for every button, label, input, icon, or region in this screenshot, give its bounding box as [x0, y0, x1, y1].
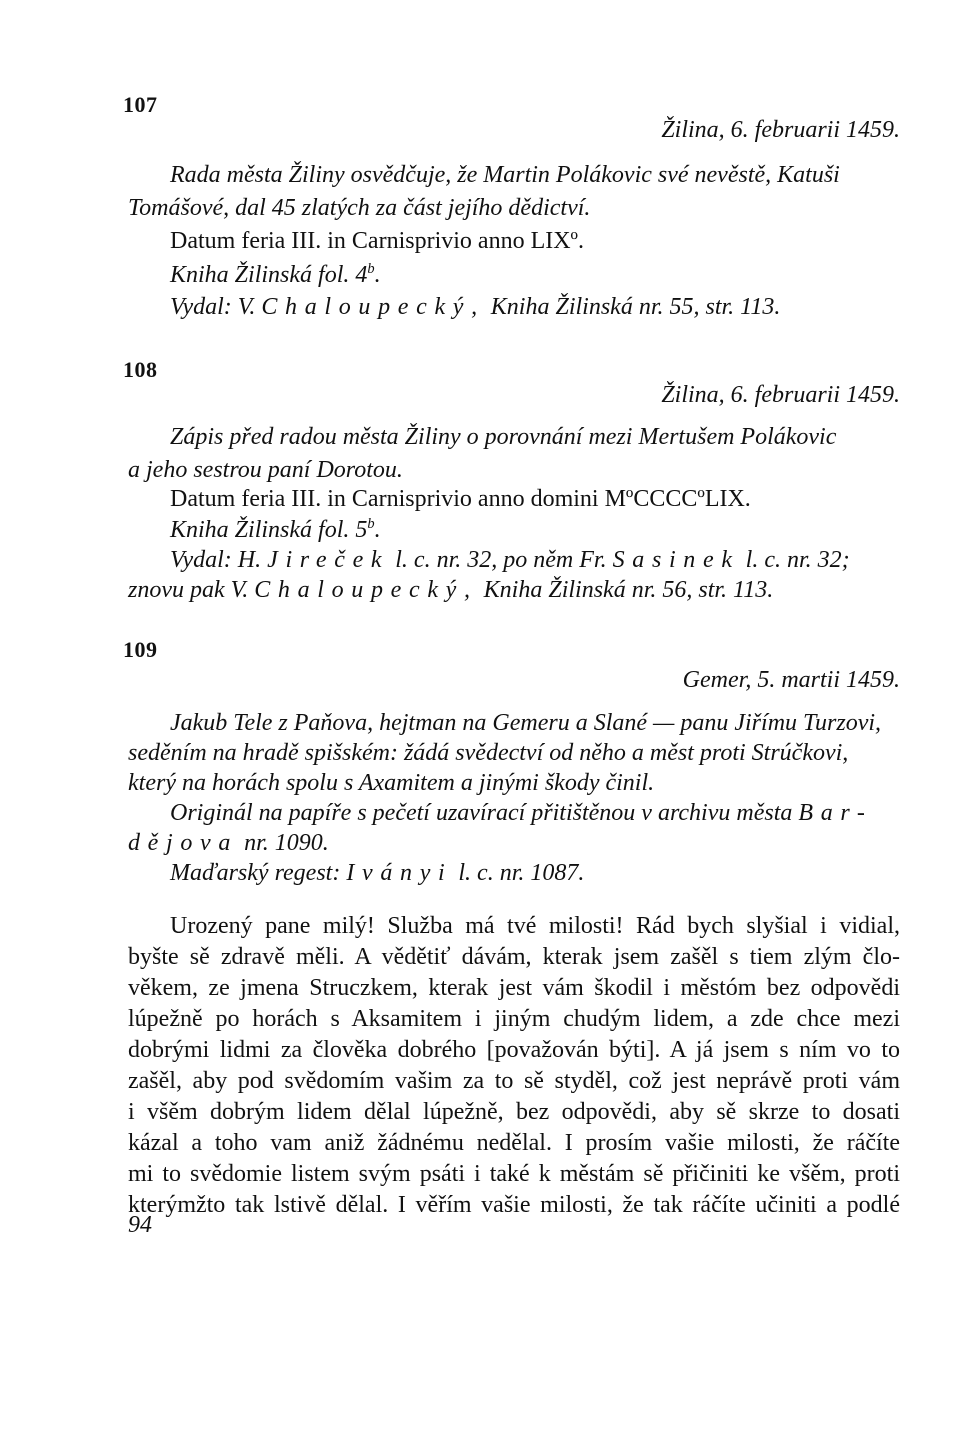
edition-rest: l. c. nr. 32; — [745, 547, 850, 573]
original-text: Originál na papíře s pečetí uzavírací přitištěnou v archivu města — [170, 800, 793, 826]
datum-line: Datum feria III. in Carnisprivio anno LIXº. — [170, 228, 584, 254]
text-line: dobrými lidmi za člověka dobrého [považován býti]. A já jsem s ním vo to — [128, 1037, 900, 1063]
text-line: zašěl, aby pod svědomím vašim za to sě styděl, což jest neprávě proti vám — [128, 1068, 900, 1094]
regest-rest: l. c. nr. 1087. — [458, 860, 585, 886]
edition-prefix: znovu pak V. — [128, 577, 249, 603]
edition-prefix: Vydal: H. — [170, 547, 262, 573]
document-number: 107 — [123, 92, 158, 117]
edition-prefix: Vydal: V. — [170, 294, 256, 320]
edition-rest: Kniha Žilinská nr. 56, str. 113. — [483, 577, 774, 603]
edition-line — [170, 294, 780, 321]
text-line: byšte sě zdravě měli. A vědětiť dávám, kterak jsem zašěl s tiem zlým člo- — [128, 944, 900, 970]
text-line: mi to svědomie listem svým psáti i také k městám sě přičiniti ke všěm, proti — [128, 1161, 900, 1187]
edition-mid: l. c. nr. 32, po něm Fr. — [395, 547, 607, 573]
summary-line: Jakub Tele z Paňova, hejtman na Gemeru a Slané — panu Jiřímu Turzovi, — [170, 710, 882, 736]
place-date: Gemer, 5. martii 1459. — [682, 667, 900, 693]
place-date: Žilina, 6. februarii 1459. — [661, 382, 900, 408]
page-number: 94 — [128, 1212, 152, 1238]
summary-line: který na horách spolu s Axamitem a jinými škody činil. — [128, 770, 655, 796]
summary-line: a jeho sestrou paní Dorotou. — [128, 457, 403, 483]
place-date: Žilina, 6. februarii 1459. — [661, 117, 900, 143]
text-line: kázal a toho vam aniž žádnému nedělal. I prosím vašie milosti, že ráčíte — [128, 1130, 900, 1156]
datum-line: Datum feria III. in Carnisprivio anno domini MºCCCCºLIX. — [170, 486, 751, 512]
archive-name: Bar- — [798, 800, 873, 826]
editor-name: Chaloupecký, — [254, 577, 478, 603]
text-line: i všěm dobrým lidem dělal lúpežně, bez odpovědi, aby sě skrze to dosati — [128, 1099, 900, 1125]
text-line: lúpežně po horách s Aksamitem i jiným chudým lidem, a zde chce mezi — [128, 1006, 900, 1032]
editor-name: Sasinek — [612, 547, 740, 573]
summary-line: Zápis před radou města Žiliny o porovnání mezi Mertušem Polákovic — [170, 424, 837, 450]
editor-name: Chaloupecký, — [261, 294, 485, 320]
author-name: Iványi — [346, 860, 453, 886]
text-line: kterýmžto tak lstivě dělal. I věřím vašie milosti, že tak ráčíte učiniti a podlé — [128, 1192, 900, 1218]
source-line: Kniha Žilinská fol. 4$^b$. — [170, 261, 381, 288]
summary-line: Rada města Žiliny osvědčuje, že Martin Polákovic své nevěstě, Katuši — [170, 162, 840, 188]
original-line — [128, 830, 329, 857]
summary-line: Tomášové, dal 45 zlatých za část jejího dědictví. — [128, 195, 591, 221]
document-number: 109 — [123, 637, 158, 662]
original-rest: nr. 1090. — [244, 830, 329, 856]
text-line: Urozený pane milý! Služba má tvé milosti! Rád bych slyšial i vidial, — [170, 913, 900, 939]
archive-name: dějova — [128, 830, 239, 856]
document-number: 108 — [123, 357, 158, 382]
source-line: Kniha Žilinská fol. 5$^b$. — [170, 516, 381, 543]
edition-line — [170, 547, 850, 574]
regest-prefix: Maďarský regest: — [170, 860, 341, 886]
summary-line: seděním na hradě spišském: žádá svědectví od něho a měst proti Strúčkovi, — [128, 740, 849, 766]
regest-line — [170, 860, 584, 887]
edition-rest: Kniha Žilinská nr. 55, str. 113. — [490, 294, 781, 320]
editor-name: Jireček — [267, 547, 390, 573]
original-line — [170, 800, 873, 827]
text-line: věkem, ze jmena Struczkem, kterak jest vám škodil i městóm bez odpovědi — [128, 975, 900, 1001]
edition-line — [128, 577, 773, 604]
